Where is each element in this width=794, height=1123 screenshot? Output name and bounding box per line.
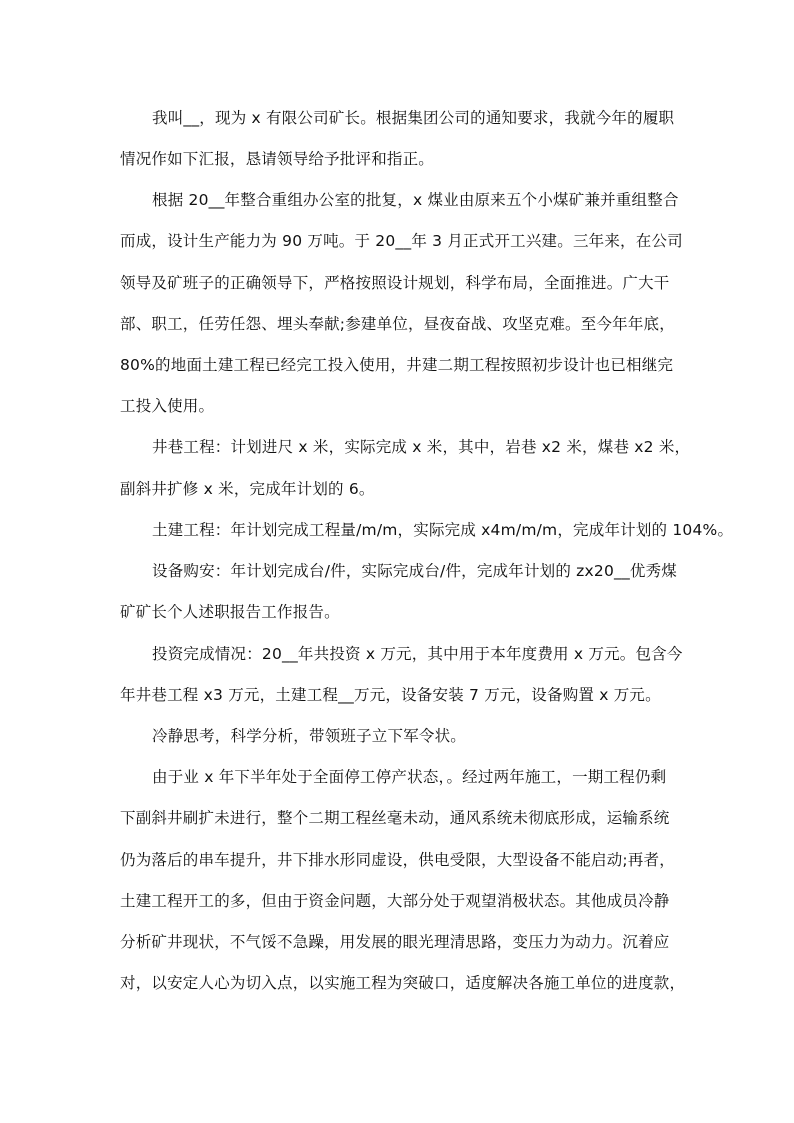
- paragraph-1-line-1: 我叫__，现为 x 有限公司矿长。根据集团公司的通知要求，我就今年的履职: [152, 109, 675, 127]
- paragraph-5-line-2: 矿矿长个人述职报告工作报告。: [120, 603, 340, 621]
- paragraph-2-line-5: 80%的地面土建工程已经完工投入使用，井建二期工程按照初步设计也已相继完: [120, 356, 674, 374]
- paragraph-6-line-1: 投资完成情况：20__年共投资 x 万元，其中用于本年度费用 x 万元。包含今: [152, 645, 683, 663]
- paragraph-7-line-1: 冷静思考，科学分析，带领班子立下军令状。: [152, 727, 467, 745]
- paragraph-4-line-1: 土建工程：年计划完成工程量/m/m，实际完成 x4m/m/m，完成年计划的 104%。: [152, 521, 734, 539]
- paragraph-5-line-1: 设备购安：年计划完成台/件，实际完成台/件，完成年计划的 zx20__优秀煤: [152, 562, 678, 580]
- paragraph-2-line-3: 领导及矿班子的正确领导下，严格按照设计规划，科学布局，全面推进。广大干: [120, 274, 670, 292]
- paragraph-2-line-1: 根据 20__年整合重组办公室的批复，x 煤业由原来五个小煤矿兼并重组整合: [152, 191, 679, 209]
- paragraph-8-line-6: 对，以安定人心为切入点，以实施工程为突破口，适度解决各施工单位的进度款，: [120, 974, 686, 992]
- paragraph-1-line-2: 情况作如下汇报，恳请领导给予批评和指正。: [120, 150, 435, 168]
- paragraph-8-line-2: 下副斜井刷扩未进行，整个二期工程丝毫未动，通风系统未彻底形成，运输系统: [120, 809, 670, 827]
- paragraph-8-line-4: 土建工程开工的多，但由于资金问题，大部分处于观望消极状态。其他成员冷静: [120, 892, 670, 910]
- paragraph-8-line-1: 由于业 x 年下半年处于全面停工停产状态，。经过两年施工，一期工程仍剩: [152, 768, 667, 786]
- paragraph-2-line-2: 而成，设计生产能力为 90 万吨。于 20__年 3 月正式开工兴建。三年来，在公司: [120, 232, 683, 250]
- paragraph-8-line-3: 仍为落后的串车提升，井下排水形同虚设，供电受限，大型设备不能启动;再者，: [120, 851, 675, 869]
- paragraph-2-line-6: 工投入使用。: [120, 397, 215, 415]
- paragraph-8-line-5: 分析矿井现状，不气馁不急躁，用发展的眼光理清思路，变压力为动力。沉着应: [120, 933, 670, 951]
- paragraph-3-line-2: 副斜井扩修 x 米，完成年计划的 6。: [120, 480, 375, 498]
- paragraph-2-line-4: 部、职工，任劳任怨、埋头奉献;参建单位，昼夜奋战、攻坚克难。至今年年底，: [120, 315, 675, 333]
- paragraph-6-line-2: 年井巷工程 x3 万元，土建工程__万元，设备安装 7 万元，设备购置 x 万元。: [120, 686, 661, 704]
- paragraph-3-line-1: 井巷工程：计划进尺 x 米，实际完成 x 米，其中，岩巷 x2 米，煤巷 x2 米，: [152, 438, 691, 456]
